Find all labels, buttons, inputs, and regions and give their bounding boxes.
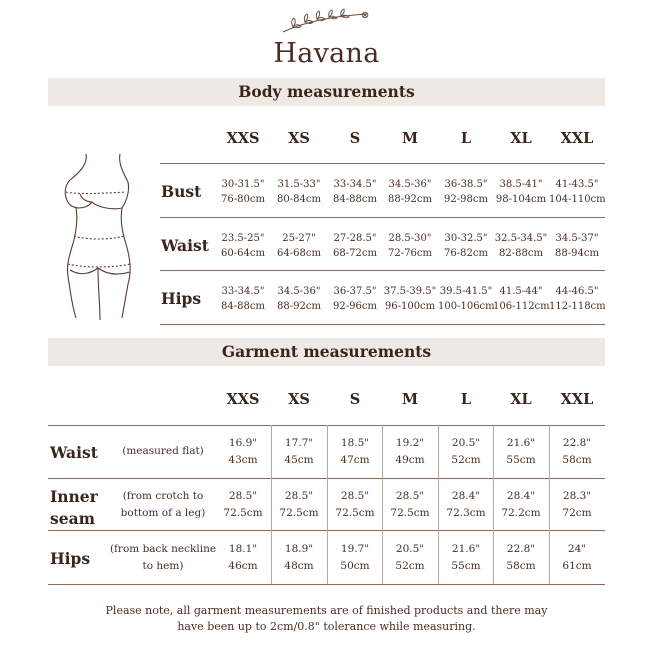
garment-cell: 28.5" 72.5cm	[335, 490, 375, 519]
body-size-xxs: XXS	[226, 130, 260, 147]
garment-cell: 20.5" 52cm	[395, 543, 425, 572]
garment-cell: 16.9" 43cm	[228, 437, 258, 466]
garment-size-l: L	[460, 391, 472, 408]
body-cell: 30-32.5" 76-82cm	[444, 233, 488, 259]
body-size-xxl: XXL	[560, 130, 594, 147]
garment-row-label: Inner seam	[50, 487, 98, 528]
body-cell: 30-31.5" 76-80cm	[221, 179, 265, 205]
garment-size-xs: XS	[288, 391, 310, 408]
garment-size-s: S	[349, 391, 361, 408]
body-cell: 39.5-41.5" 100-106cm	[438, 286, 495, 312]
garment-cell: 17.7" 45cm	[284, 437, 314, 466]
garment-row-note: (from back neckline to hem)	[109, 543, 217, 572]
garment-cell: 22.8" 58cm	[506, 543, 536, 572]
garment-cell: 28.3" 72cm	[562, 490, 592, 519]
body-size-l: L	[460, 130, 472, 147]
body-cell: 34.5-37" 88-94cm	[555, 233, 599, 259]
body-row-label: Waist	[161, 236, 209, 255]
garment-row-divider	[48, 584, 605, 585]
body-cell: 44-46.5" 112-118cm	[549, 286, 606, 312]
garment-row-note: (measured flat)	[122, 445, 204, 457]
body-silhouette-illustration	[58, 150, 138, 322]
body-size-m: M	[401, 130, 419, 147]
garment-cell: 24" 61cm	[562, 543, 592, 572]
body-cell: 41-43.5" 104-110cm	[549, 179, 606, 205]
body-cell: 25-27" 64-68cm	[277, 233, 321, 259]
body-row-divider	[160, 163, 605, 164]
garment-cell: 21.6" 55cm	[506, 437, 536, 466]
garment-cell: 21.6" 55cm	[451, 543, 481, 572]
body-row-label: Bust	[161, 182, 202, 201]
body-cell: 27-28.5" 68-72cm	[333, 233, 377, 259]
garment-cell: 18.1" 46cm	[228, 543, 258, 572]
body-cell: 41.5-44" 106-112cm	[493, 286, 550, 312]
garment-cell: 18.5" 47cm	[340, 437, 370, 466]
garment-size-xl: XL	[510, 391, 532, 408]
garment-cell: 28.5" 72.5cm	[223, 490, 263, 519]
body-cell: 36-38.5" 92-98cm	[444, 179, 488, 205]
garment-size-xxs: XXS	[226, 391, 260, 408]
body-cell: 31.5-33" 80-84cm	[277, 179, 321, 205]
body-row-divider	[160, 217, 605, 218]
brand-title: Havana	[273, 38, 380, 69]
garment-row-label: Waist	[50, 443, 98, 462]
garment-cell: 22.8" 58cm	[562, 437, 592, 466]
garment-cell: 20.5" 52cm	[451, 437, 481, 466]
body-cell: 32.5-34.5" 82-88cm	[494, 233, 548, 259]
body-cell: 38.5-41" 98-104cm	[495, 179, 547, 205]
body-cell: 37.5-39.5" 96-100cm	[383, 286, 437, 312]
garment-row-note: (from crotch to bottom of a leg)	[120, 490, 206, 519]
garment-section-title: Garment measurements	[221, 342, 432, 361]
garment-cell: 28.5" 72.5cm	[390, 490, 430, 519]
body-section-title: Body measurements	[238, 82, 415, 101]
garment-cell: 28.4" 72.3cm	[446, 490, 486, 519]
garment-cell: 28.5" 72.5cm	[279, 490, 319, 519]
body-cell: 33-34.5" 84-88cm	[333, 179, 377, 205]
garment-cell: 28.4" 72.2cm	[501, 490, 541, 519]
garment-cell: 19.7" 50cm	[340, 543, 370, 572]
garment-cell: 18.9" 48cm	[284, 543, 314, 572]
body-cell: 28.5-30" 72-76cm	[388, 233, 432, 259]
garment-row-label: Hips	[50, 549, 91, 568]
body-size-xs: XS	[288, 130, 310, 147]
body-row-divider	[160, 324, 605, 325]
body-cell: 23.5-25" 60-64cm	[221, 233, 265, 259]
body-cell: 36-37.5" 92-96cm	[333, 286, 377, 312]
body-cell: 33-34.5" 84-88cm	[221, 286, 265, 312]
garment-cell: 19.2" 49cm	[395, 437, 425, 466]
body-row-divider	[160, 270, 605, 271]
garment-size-xxl: XXL	[560, 391, 594, 408]
body-row-label: Hips	[161, 289, 202, 308]
body-cell: 34.5-36" 88-92cm	[388, 179, 432, 205]
body-size-xl: XL	[510, 130, 532, 147]
laurel-branch-icon	[279, 8, 374, 36]
body-size-s: S	[349, 130, 361, 147]
tolerance-note: Please note, all garment measurements are of finished products and there may have been up to 2cm/0.8" tolerance while measuring.	[105, 604, 548, 633]
body-cell: 34.5-36" 88-92cm	[277, 286, 321, 312]
garment-size-m: M	[401, 391, 419, 408]
